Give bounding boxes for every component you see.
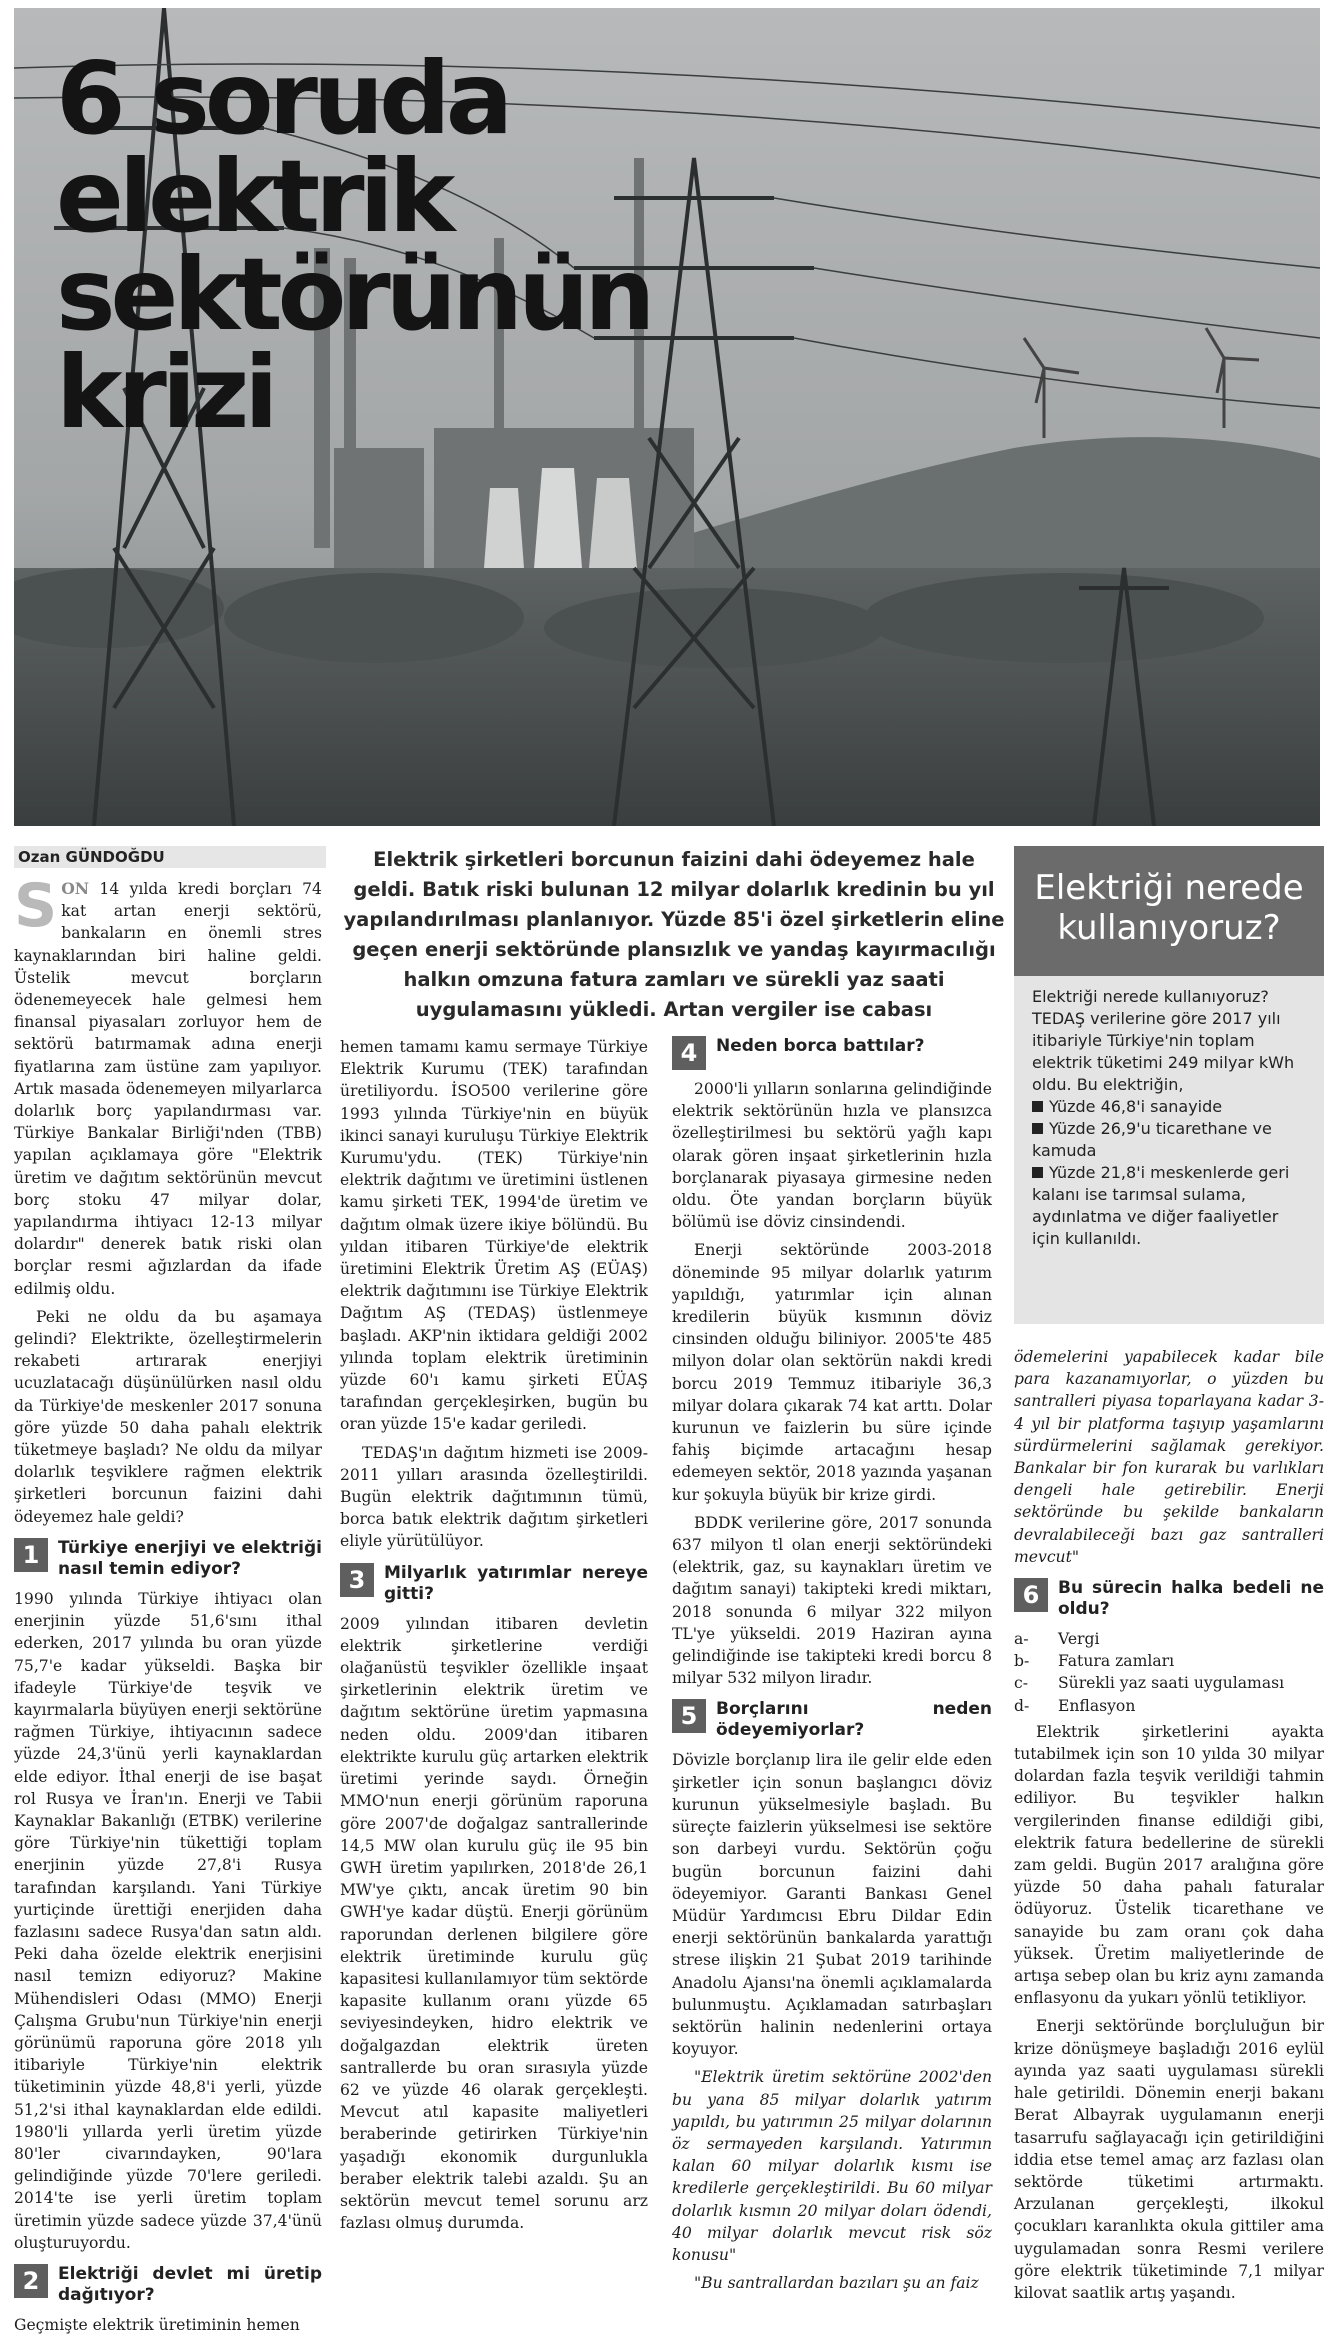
section-title: Neden borca battılar? [716,1036,925,1056]
section-5-text: Dövizle borçlanıp lira ile gelir elde eden şirketler için sonun başlangıcı döviz kurunun yükselmesiyle başladı. Bu süreçte faizlerin yükselmesi ise sektöre son darbeyi vurdu. Sektörün çoğu bugün borcunun faizini dahi ödeyemiyor. Garanti Bankası Genel Müdür Yardımcısı Ebru Dildar Edin enerji sektörünün bankalarda yarattığı strese ilişkin 21 Şubat 2019 tarihinde Anadolu Ajansı'na önemli açıklamalarda bulunmuştu. Açıklamadan satırbaşları sektörün halinin nedenlerini ortaya koyuyor. [672,1751,992,2059]
intro-text-1: 14 yılda kredi borçları 74 kat artan enerji sektörü, bankaların en önemli stres kaynaklarından biri haline geldi. Üstelik mevcut borçların ödenemeyecek hale gelmesi hem finansal piyasaları zorluyor hem de sektörü batırmamak adına enerji fiyatlarına zam üstüne zam yapılıyor. Artık masada ödenemeyen milyarlarca dolarlık borç yapılandırması var. Türkiye Bankalar Birliği'nden (TBB) yapılan açıklamaya göre "Elektrik üretim ve dağıtım sektörünün mevcut borç stoku 47 milyar dolar, yapılandırma ihtiyacı 12-13 milyar dolardır" denerek batık riski olan borçlar resmi ağızlardan da ifade edilmiş oldu. [14,880,322,1298]
list-marker: c- [1014,1674,1029,1693]
section-2-text: hemen tamamı kamu sermaye Türkiye Elektrik Kurumu (TEK) tarafından üretiliyordu. İSO500 verilerine göre 1993 yılında Türkiye'nin en büyük ikinci sanayi kuruluşu Türkiye Elektrik Kurumu'ydu. (TEK) Türkiye'nin elektrik dağıtımı ve üretimini üstlenen kamu şirketi TEK, 1994'de üretim ve dağıtım olmak üzere ikiye bölündü. Bu yıldan itibaren Türkiye'de elektrik üretimini Elektrik Üretim AŞ (EÜAŞ) elektrik dağıtımını ise Türkiye Elektrik Dağıtım AŞ (TEDAŞ) üstlenmeye başladı. AKP'nin iktidara geldiği 2002 yılında toplam elektrik üretiminin yüzde 60'ı kamu şirketi EÜAŞ tarafından gerçekleşirken, bugün bu oran yüzde 15'e kadar geriledi. [340,1038,648,1434]
section-4-heading [672,1036,992,1070]
section-6-heading [1014,1578,1324,1620]
list-text: Fatura zamları [1058,1652,1175,1671]
headline [56,40,651,451]
list-text: Sürekli yaz saati uygulaması [1058,1674,1285,1693]
section-title: Elektriği devlet mi üretip dağıtıyor? [58,2263,322,2305]
sidebar-intro: Elektriği nerede kullanıyoruz? TEDAŞ verilerine göre 2017 yılı itibariyle Türkiye'nin toplam elektrik tüketimi 249 milyar kWh oldu. Bu elektriğin, [1032,987,1295,1094]
deck: Elektrik şirketleri borcunun faizini dahi ödeyemez hale geldi. Batık riski bulunan 12 milyar dolarlık kredinin bu yıl yapılandırılması planlanıyor. Yüzde 85'i özel şirketlerin eline geçen enerji sektöründe plansızlık ve yandaş kayırmacılığı halkın omzuna fatura zamları ve sürekli yaz saati uygulamasını yükledi. Artan vergiler ise cabası [343,848,1005,1021]
headline-line-2: elektrik [56,138,451,255]
sidebar-item [1032,1096,1310,1118]
section-2-text-2: TEDAŞ'ın dağıtım hizmeti ise 2009-2011 yılları arasında özelleştirildi. Bugün elektrik dağıtımının tümü, borca batık elektrik dağıtım şirketleri eliyle yürütülüyor. [340,1443,648,1551]
hero-photo [14,8,1320,826]
sidebar-item-text: Yüzde 21,8'i meskenlerde geri kalanı ise tarımsal sulama, aydınlatma ve diğer faaliyetler için kullanıldı. [1032,1163,1290,1248]
section-5-heading [672,1699,992,1741]
section-5-quote-3: ödemelerini yapabilecek kadar bile para kazanamıyorlar, o yüzden bu santralleri piyasa toparlayana kadar 3-4 yıl bir platforma taşıyıp yaşamlarını sürdürmelerini sağlamak gerekiyor. Bankalar bir fon kurarak bu varlıkları dengeli hale getirebilir. Enerji sektöründe bu şekilde bankaların devralabileceği bazı gaz santralleri mevcut" [1014,1348,1324,1566]
section-5-quote-1: "Elektrik üretim sektörüne 2002'den bu yana 85 milyar dolarlık yatırım yapıldı, bu yatırımın 25 milyar dolarının öz sermayeden karşılandı. Yatırımın kalan 60 milyar dolarlık kısmı ise kredilerle gerçekleştirildi. Bu 60 milyar dolarlık kısmın 20 milyar doları ödendi, 40 milyar dolarlık mevcut risk söz konusu" [672,2068,992,2264]
section-title: Bu sürecin halka bedeli ne oldu? [1058,1578,1324,1620]
section-1-text: 1990 yılında Türkiye ihtiyacı olan enerjinin yüzde 51,6'sını ithal ederken, 2017 yılında bu oran yüzde 75,7'e kadar yükseldi. Başka bir ifadeyle Türkiye'de teşvik ve kayırmalarla büyüyen enerji sektörüne rağmen Türkiye, ihtiyacının sadece yüzde 24,3'ünü yerli kaynaklardan elde ediyor. İthal enerji de ise başat rol Rusya ve İran'ın. Enerji ve Tabii Kaynaklar Bakanlığı (ETBK) verilerine göre Türkiye'nin tükettiği toplam enerjinin yüzde 27,8'i Rusya tarafından karşılandı. Yani Türkiye yurtiçinde ürettiği enerjiden daha fazlasını sadece Rusya'dan satın aldı. Peki daha özelde elektrik enerjisini nasıl temizn ediyoruz? Makine Mühendisleri Odası (MMO) Enerji Çalışma Grubu'nun Türkiye'nin enerji görünümü raporuna göre 2018 yılı itibariyle Türkiye'nin elektrik tüketiminin yüzde 48,8'i yerli, yüzde 51,2'si ithal kaynaklardan elde edildi. 1980'li yıllarda yerli üretim yüzde 80'ler civarındayken, 90'lara gelindiğinde yüzde 70'lere geriledi. 2014'te ise yerli üretim toplam üretimin yüzde sadece yüzde 37,4'ünü oluşturuyordu. [14,1589,322,2252]
headline-line-4: krizi [56,334,274,451]
intro-paragraph-2: Peki ne oldu da bu aşamaya gelindi? Elektrikte, özelleştirmelerin rekabeti artırarak enerjiyi ucuzlatacağı düşünülürken nasıl oldu da Türkiye'de meskenler 2017 sonuna göre yüzde 50 daha pahalı elektrik tüketmeye başladı? Ne oldu da milyar dolarlık teşviklere rağmen elektrik şirketleri borcunun faizini dahi ödeyemez hale geldi? [14,1307,322,1526]
intro-paragraph-1 [14,871,322,1300]
list-item [1014,1650,1324,1672]
section-2-heading [14,2264,322,2306]
section-title: Türkiye enerjiyi ve elektriği nasıl temin ediyor? [58,1537,322,1579]
column-3 [672,1036,992,2300]
column-2 [340,1036,648,2240]
section-3-heading [340,1563,648,1605]
sidebar-title: Elektriği nerede kullanıyoruz? [1014,846,1324,976]
list-item [1014,1628,1324,1650]
section-3-text: 2009 yılından itibaren devletin elektrik şirketlerine verdiği olağanüstü teşvikler özellikle inşaat şirketlerinin elektrik üretim ve dağıtım sektörüne üretim yapmasına neden oldu. 2009'dan itibaren elektrikte kurulu güç artarken elektrik üretimi yerinde saydı. Örneğin MMO'nun enerji görünüm raporuna göre 2007'de doğalgaz santrallerinde 14,5 MW olan kurulu güç ile 95 bin GWH üretim yapılırken, 2018'de 26,1 MW'ye çıktı, ancak üretim 90 bin GWH'ye kadar düştü. Enerji görünüm raporundan derlenen bilgilere göre elektrik üretiminde kurulu güç kapasitesi kullanılamıyor tüm sektörde kapasite kullanım oranı yüzde 65 seviyesindeyken, hidro elektrik ve doğalgazdan elektrik üreten santrallerde bu oran sırasıyla yüzde 62 ve yüzde 46 olarak gerçekleşti. Mevcut atıl kapasite maliyetleri beraberinde getirirken Türkiye'nin yaşadığı ekonomik durgunlukla beraber elektrik talebi azaldı. Şu an sektörün mevcut temel sorunu arz fazlası olmuş durumda. [340,1614,648,2233]
sidebar-item-text: Yüzde 26,9'u ticarethane ve kamuda [1032,1119,1272,1160]
section-number-badge: 2 [14,2264,48,2298]
sidebar-box [1014,846,1324,1324]
byline: Ozan GÜNDOĞDU [14,846,326,868]
section-number-badge: 1 [14,1538,48,1572]
headline-line-1: 6 soruda [56,40,509,157]
headline-line-3: sektörünün [56,236,651,353]
section-4-text-3: BDDK verilerine göre, 2017 sonunda 637 milyon tl olan enerji sektöründeki (elektrik, gaz, su kaynakları üretim ve dağıtım sanayi) takipteki kredi miktarı, 2018 sonunda 6 milyar 322 milyon TL'ye yükseldi. 2019 Haziran ayına gelindiğinde ise takipteki kredi borcu 8 milyar 532 milyon liradır. [672,1513,992,1688]
sidebar-item-text: Yüzde 46,8'i sanayide [1049,1097,1223,1116]
sidebar-item [1032,1118,1310,1162]
section-2-text-start: Geçmişte elektrik üretiminin hemen [14,2315,300,2334]
square-bullet-icon [1032,1167,1043,1178]
section-6-text-2: Enerji sektöründe borçluluğun bir krize dönüşmeye başladığı 2016 eylül ayında yaz saati uygulaması sürekli hale getirildi. Dönemin enerji bakanı Berat Albayrak uygulamanın enerji tasarrufu sağlayacağı için getirildiğini iddia etse temel amaç arz fazlası olan sektörde tüketimi artırmaktı. Arzulanan gerçekleşti, ilkokul çocukları karanlıkta okula gittiler ama uygulamadan sonra Resmi verilere göre elektrik tüketiminde 7,1 milyar kilovat saatlik artış yaşandı. [1014,2017,1324,2302]
section-number-badge: 5 [672,1699,706,1733]
section-number-badge: 6 [1014,1578,1048,1612]
section-4-text-1: 2000'li yılların sonlarına gelindiğinde elektrik sektörünün hızla ve plansızca özelleştirilmesi bu sektörü yağlı kapı olarak gören inşaat şirketlerinin hızla borçlanarak piyasaya girmesine neden oldu. Öte yandan borçların büyük bölümü ise döviz cinsindendi. [672,1080,992,1232]
list-marker: d- [1014,1696,1030,1715]
square-bullet-icon [1032,1123,1043,1134]
cost-list [1014,1628,1324,1717]
section-number-badge: 3 [340,1563,374,1597]
section-title: Milyarlık yatırımlar nereye gitti? [384,1562,648,1604]
column-4 [1014,1346,1324,2310]
list-item [1014,1695,1324,1717]
dropcap: S [14,871,58,941]
section-5-quote-2: "Bu santrallardan bazıları şu an faiz [694,2274,979,2293]
list-text: Enflasyon [1058,1696,1136,1715]
sidebar-item [1032,1162,1310,1250]
section-title: Borçlarını neden ödeyemiyorlar? [716,1699,992,1741]
list-marker: b- [1014,1652,1030,1671]
section-6-text-1: Elektrik şirketlerini ayakta tutabilmek için son 10 yılda 30 milyar dolardan fazla teşvik verildiği tahmin ediliyor. Bu teşvikler halkın vergilerinden finanse edildiği gibi, elektrik fatura bedellerine de sürekli zam geldi. Bugün 2017 aralığına göre yüzde 50 daha pahalı faturalar ödüyoruz. Üstelik ticarethane ve sanayide bu zam oranı çok daha yüksek. Üretim maliyetlerinde de artışa sebep olan bu kriz aynı zamanda enflasyonu da yukarı yönlü tetikliyor. [1014,1722,1324,2008]
column-1 [14,871,322,2342]
section-number-badge: 4 [672,1036,706,1070]
lead-caps: ON [61,879,90,898]
list-item [1014,1672,1324,1694]
list-marker: a- [1014,1630,1029,1649]
section-4-text-2: Enerji sektöründe 2003-2018 döneminde 95 milyar dolarlık yatırım yapıldığı, yatırımlar için alınan kredilerin büyük kısmının döviz cinsinden olduğu biliniyor. 2005'te 485 milyon dolar olan sektörün nakdi kredi borcu 2019 Temmuz itibariyle 36,3 milyar dolara çıkarak 74 kat arttı. Dolar kurunun ve faizlerin bu süre içinde fahiş biçimde artacağını hesap edemeyen sektör, 2018 yazında yaşanan kur şokuyla büyük bir krize girdi. [672,1241,992,1504]
square-bullet-icon [1032,1101,1043,1112]
section-1-heading [14,1538,322,1580]
list-text: Vergi [1058,1630,1100,1649]
sidebar-body [1014,976,1324,1324]
